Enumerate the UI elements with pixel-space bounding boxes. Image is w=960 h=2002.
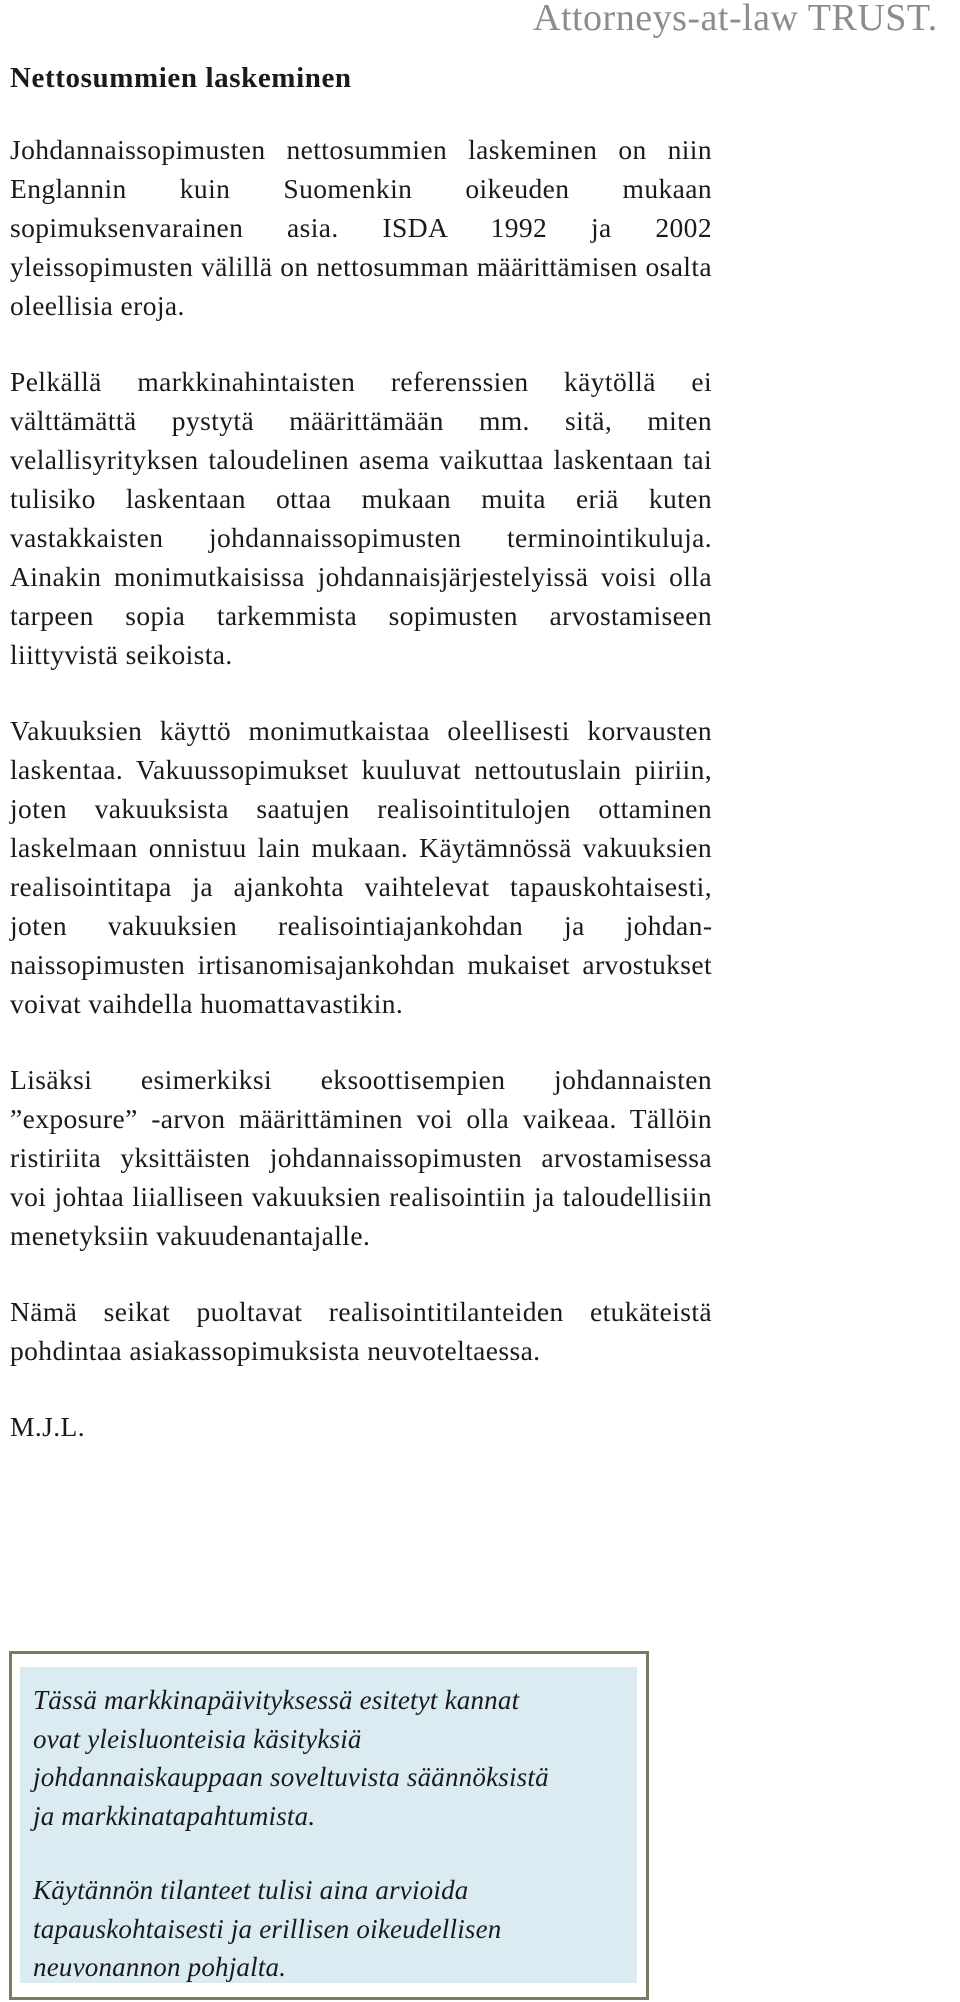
- disclaimer-paragraph-1: Tässä markkinapäivityksessä esitetyt kannat ovat yleisluonteisia käsityksiä johdannaiskauppaan soveltuvista säännöksistä ja markkinatapahtumista.: [33, 1685, 549, 1831]
- disclaimer-frame: [9, 1651, 649, 2000]
- article-paragraph-5: Nämä seikat puoltavat realisointitilanteiden etukäteistä pohdintaa asiakassopimuksista neuvoteltaessa.: [10, 1296, 712, 1366]
- disclaimer-box: [20, 1667, 637, 1983]
- disclaimer-paragraph-2: Käytännön tilanteet tulisi aina arvioida tapauskohtaisesti ja erillisen oikeudellisen neuvonannon pohjalta.: [33, 1875, 502, 1982]
- article-paragraph-4: Lisäksi esimerkiksi eksoottisempien johdannaisten ”exposure” -arvon määrittäminen voi olla vaikeaa. Tällöin ristiriita yksittäisten johdannaissopimusten arvostamisessa voi johtaa liialliseen vakuuksien realisointiin ja taloudellisiin menetyksiin vakuudenantajalle.: [10, 1064, 712, 1251]
- article-paragraph-1: Johdannaissopimusten nettosummien laskeminen on niin Englannin kuin Suomenkin oikeuden mukaan sopimuksenvarainen asia. ISDA 1992 ja 2002 yleissopimusten välillä on nettosumman määrittämisen osalta oleellisia eroja.: [10, 134, 712, 321]
- article-paragraph-3: Vakuuksien käyttö monimutkaistaa oleellisesti korvausten laskentaa. Vakuussopimukset kuuluvat nettoutuslain piiriin, joten vakuuksista saatujen realisointitulojen ottaminen laskelmaan onnistuu lain mukaan. Käytämnössä vakuuksien realisointitapa ja ajankohta vaihtelevat tapauskohtaisesti, joten vakuuksien realisointiajankohdan ja johdannaissopimusten irtisanomisajankohdan mukaiset arvostukset voivat vaihdella huomattavastikin.: [10, 715, 712, 1019]
- article: [10, 54, 712, 1446]
- author-signature: M.J.L.: [10, 1411, 85, 1442]
- firm-brand-name: Attorneys-at-law TRUST.: [533, 0, 938, 39]
- article-paragraph-2: Pelkällä markkinahintaisten referenssien käytöllä ei välttämättä pystytä määrittämään mm. sitä, miten velallisyrityksen taloudelinen asema vaikuttaa laskentaan tai tulisiko laskentaan ottaa mukaan muita eriä kuten vastakkaisten johdannaissopimusten terminointikuluja. Ainakin monimutkaisissa johdannaisjärjestelyissä voisi olla tarpeen sopia tarkemmista sopimusten arvostamiseen liittyvistä seikoista.: [10, 366, 712, 670]
- article-title: Nettosummien laskeminen: [10, 62, 352, 94]
